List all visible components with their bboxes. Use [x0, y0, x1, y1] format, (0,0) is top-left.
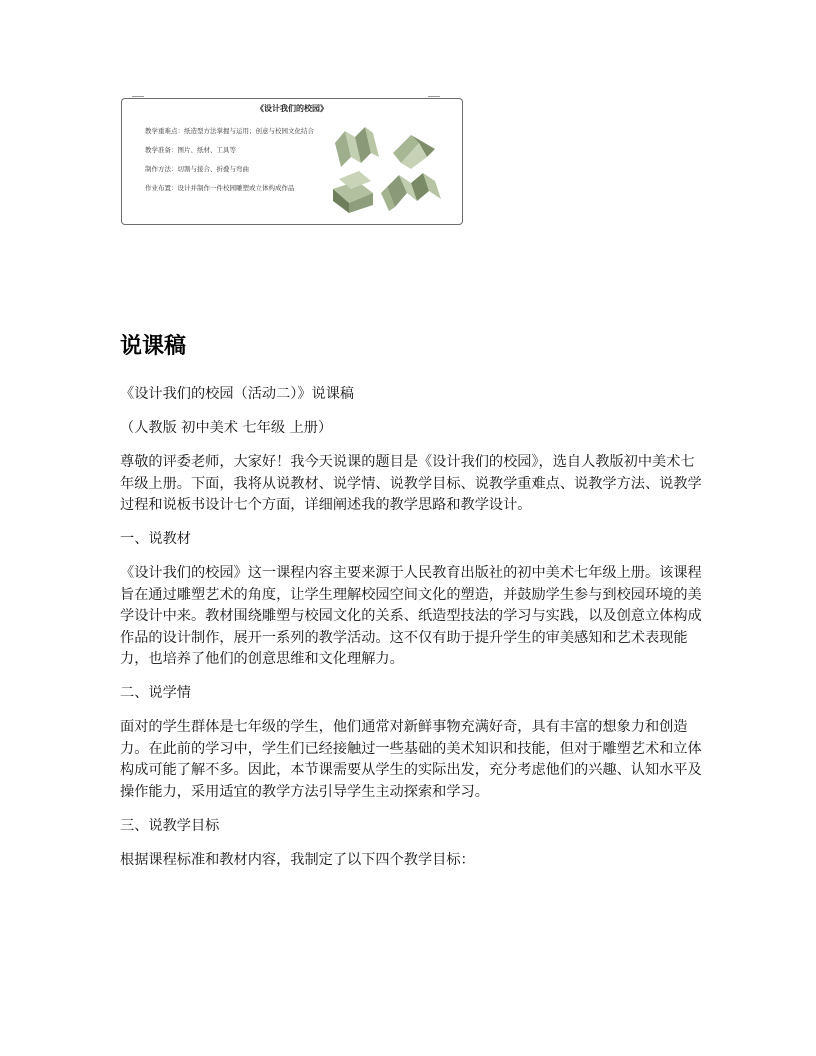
body-paragraph: 面对的学生群体是七年级的学生，他们通常对新鲜事物充满好奇，具有丰富的想象力和创造力。在此前的学习中，学生们已经接触过一些基础的美术知识和技能，但对于雕塑艺术和立体构成可能了解不多。因此，本节课需要从学生的实际出发，充分考虑他们的兴趣、认知水平及操作能力，采用适宜的教学方法引导学生主动探索和学习。: [120, 719, 702, 800]
slide-bullet-item: 作业布置：设计并制作一件校园雕塑或立体构成作品: [145, 184, 295, 192]
slide-bullet-item: 教学重难点：纸造型方法掌握与运用；创意与校园文化结合: [145, 127, 314, 135]
slide-bullet-item: 教学准备：图片、纸材、工具等: [145, 146, 236, 154]
section-heading: 一、说教材: [120, 531, 191, 547]
article-body: [120, 384, 705, 884]
section-heading: 三、说教学目标: [120, 817, 220, 834]
subtitle-line: 《设计我们的校园（活动二）》说课稿: [120, 386, 355, 402]
slide-thumbnail: [121, 98, 463, 225]
body-paragraph: 《设计我们的校园》这一课程内容主要来源于人民教育出版社的初中美术七年级上册。该课程旨在通过雕塑艺术的角度，让学生理解校园空间文化的塑造，并鼓励学生参与到校园环境的美学设计中来。教材围绕雕塑与校园文化的关系、纸造型技法的学习与实践，以及创意立体构成作品的设计制作，展开一系列的教学活动。这不仅有助于提升学生的审美感知和艺术表现能力，也培养了他们的创意思维和文化理解力。: [120, 565, 702, 667]
slide-corner-mark: [132, 96, 144, 97]
slide-title: 《设计我们的校园》: [256, 104, 328, 113]
slide-bullet-item: 制作方法：切割与接合、折叠与弯曲: [145, 165, 249, 173]
slide-bullet-list: [145, 126, 335, 202]
intro-paragraph: 尊敬的评委老师，大家好！我今天说课的题目是《设计我们的校园》，选自人教版初中美术七年级上册。下面，我将从说教材、说学情、说教学目标、说教学重难点、说教学方法、说教学过程和说板书设计七个方面，详细阐述我的教学思路和教学设计。: [120, 454, 702, 513]
folded-paper-models-icon: [327, 123, 457, 219]
slide-corner-mark: [428, 96, 440, 97]
document-heading: 说课稿: [120, 333, 187, 359]
section-heading: 二、说学情: [120, 685, 191, 701]
body-paragraph: 根据课程标准和教材内容，我制定了以下四个教学目标：: [120, 851, 475, 868]
edition-line: （人教版 初中美术 七年级 上册）: [120, 420, 333, 436]
